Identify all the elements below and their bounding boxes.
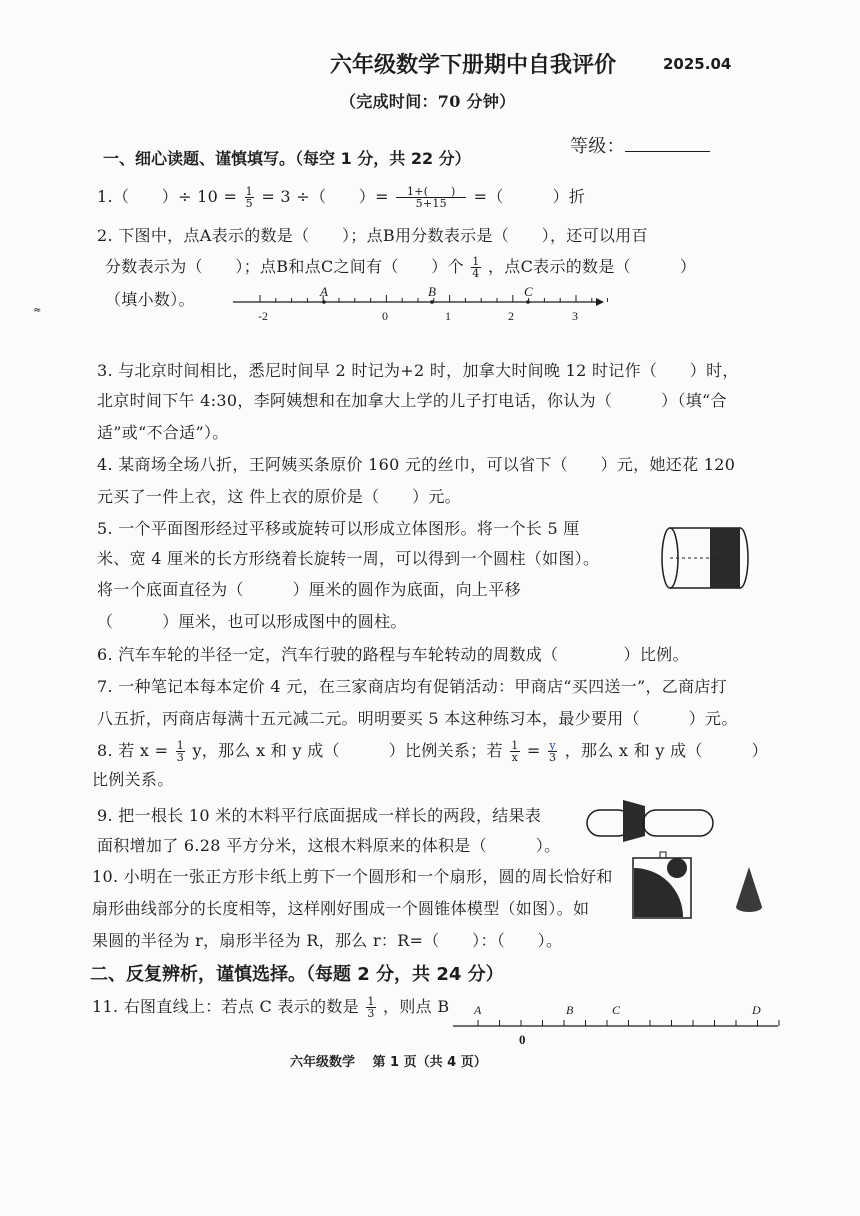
margin-mark: ≈ xyxy=(33,305,42,316)
question-10-line3: 果圆的半径为 r，扇形半径为 R，那么 r：R=（ ）：（ ）。 xyxy=(92,931,563,950)
fraction-1-5: $\frac{1}{5}$ xyxy=(245,185,253,210)
cylinder-figure xyxy=(658,522,758,594)
question-2-line2: 分数表示为（ ）；点B和点C之间有（ ）个 $\frac{1}{4}$ ，点C表示的数是（ ） xyxy=(105,255,697,280)
q11-zero: 0 xyxy=(519,1032,526,1047)
nl-label-a: A xyxy=(320,284,328,299)
question-9-line2: 面积增加了 6.28 平方分米，这根木料原来的体积是（ ）。 xyxy=(97,836,561,855)
square-card-figure xyxy=(632,850,694,922)
question-3-line1: 3. 与北京时间相比，悉尼时间早 2 时记为+2 时，加拿大时间晚 12 时记作（ ）时， xyxy=(97,361,739,380)
question-6: 6. 汽车车轮的半径一定，汽车行驶的路程与车轮转动的周数成（ ）比例。 xyxy=(97,645,689,664)
section1-heading: 一、细心读题、谨慎填写。（每空 1 分，共 22 分） xyxy=(103,149,471,168)
question-1: 1.（ ）÷ 10 = $\frac{1}{5}$ = 3 ÷（ ）= $\frac{1+( )}{5+15}$ =（ ）折 xyxy=(97,185,586,210)
q11-label-a: A xyxy=(474,1003,482,1017)
question-7-line2: 八五折，丙商店每满十五元减二元。明明要买 5 本这种练习本，最少要用（ ）元。 xyxy=(97,709,738,728)
nl-tick-0: 0 xyxy=(382,309,388,323)
question-7-line1: 7. 一种笔记本每本定价 4 元，在三家商店均有促销活动：甲商店“买四送一”，乙商店打 xyxy=(97,677,727,696)
question-4-line1: 4. 某商场全场八折，王阿姨买条原价 160 元的丝巾，可以省下（ ）元，她还花 120 xyxy=(97,455,736,474)
fraction-1-3-q11: $\frac{1}{3}$ xyxy=(367,995,375,1020)
question-5-line4: （ ）厘米，也可以形成图中的圆柱。 xyxy=(97,612,407,631)
grade-blank[interactable] xyxy=(625,151,710,152)
number-line-q11 xyxy=(448,998,783,1048)
nl-label-c: C xyxy=(524,284,533,299)
fraction-y-3: $\frac{y}{3}$ xyxy=(549,739,557,764)
question-3-line3: 适”或“不合适”）。 xyxy=(97,423,229,442)
nl-point-a xyxy=(322,300,326,304)
section2-heading: 二、反复辨析，谨慎选择。（每题 2 分，共 24 分） xyxy=(90,964,504,985)
question-2-line1: 2. 下图中，点A表示的数是（ ）；点B用分数表示是（ ），还可以用百 xyxy=(97,226,648,245)
question-10-line1: 10. 小明在一张正方形卡纸上剪下一个圆形和一个扇形，圆的周长恰好和 xyxy=(92,867,613,886)
number-line-q2 xyxy=(228,280,608,325)
cone-figure xyxy=(732,865,766,917)
question-8-line2: 比例关系。 xyxy=(92,770,174,789)
fraction-1-4: $\frac{1}{4}$ xyxy=(472,255,480,280)
question-5-line1: 5. 一个平面图形经过平移或旋转可以形成立体图形。将一个长 5 厘 xyxy=(97,519,580,538)
question-2-line3: （填小数）。 xyxy=(105,290,195,309)
nl-point-c xyxy=(526,300,530,304)
page-footer: 六年级数学 第 1 页（共 4 页） xyxy=(290,1055,487,1070)
question-5-line2: 米、宽 4 厘米的长方形绕着长旋转一周，可以得到一个圆柱（如图）。 xyxy=(97,549,600,568)
question-5-line3: 将一个底面直径为（ ）厘米的圆作为底面，向上平移 xyxy=(97,580,521,599)
exam-duration: （完成时间：70 分钟） xyxy=(340,92,516,111)
nl-tick-2: 2 xyxy=(508,309,514,323)
fraction-1-3: $\frac{1}{3}$ xyxy=(176,739,185,764)
nl-tick-neg2: -2 xyxy=(258,309,268,323)
q11-label-c: C xyxy=(612,1003,621,1017)
question-9-line1: 9. 把一根长 10 米的木料平行底面据成一样长的两段，结果表 xyxy=(97,806,542,825)
question-10-line2: 扇形曲线部分的长度相等，这样刚好围成一个圆锥体模型（如图）。如 xyxy=(92,899,590,918)
exam-date: 2025.04 xyxy=(663,55,732,73)
nl-label-b: B xyxy=(428,284,436,299)
nl-tick-3: 3 xyxy=(572,309,578,323)
fraction-blank-20: $\frac{1+( )}{5+15}$ xyxy=(396,186,466,209)
nl-point-b xyxy=(430,300,434,304)
question-3-line2: 北京时间下午 4:30，李阿姨想和在加拿大上学的儿子打电话，你认为（ ）（填“合 xyxy=(97,391,727,410)
nl-tick-1: 1 xyxy=(445,309,451,323)
question-8-line1: 8. 若 x = $\frac{1}{3}$ y，那么 x 和 y 成（ ）比例关系；若 $\frac{1}{x}$ = $\frac{y}{3}$ ，那么 x 和 y 成（ ） xyxy=(97,739,768,764)
question-11: 11. 右图直线上：若点 C 表示的数是 $\frac{1}{3}$ ，则点 B xyxy=(92,995,450,1020)
question-4-line2: 元买了一件上衣，这 件上衣的原价是（ ）元。 xyxy=(97,487,461,506)
q11-label-b: B xyxy=(566,1003,574,1017)
q11-label-d: D xyxy=(752,1003,761,1017)
log-cut-figure xyxy=(585,796,720,846)
grade-label: 等级： xyxy=(570,137,710,157)
page-title: 六年级数学下册期中自我评价 xyxy=(330,53,617,78)
fraction-1-x: $\frac{1}{x}$ xyxy=(511,739,519,764)
